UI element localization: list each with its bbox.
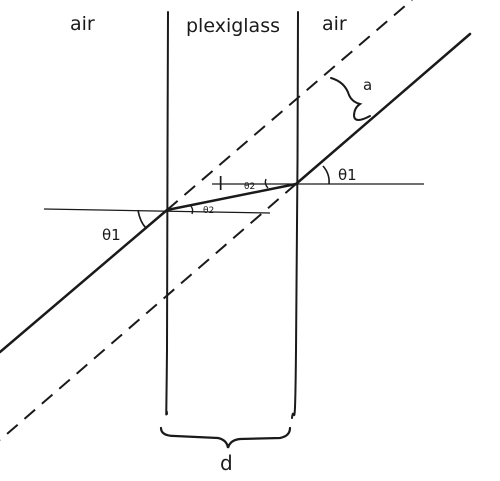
dashed-extension-lower	[0, 184, 296, 440]
label-air-left: air	[70, 13, 95, 35]
label-displacement: a	[363, 76, 373, 94]
label-thickness: d	[220, 451, 233, 475]
label-theta1-left: θ1	[102, 226, 121, 244]
slab-left-boundary	[166, 12, 168, 414]
brace-thickness	[161, 428, 290, 448]
angle-arc-theta1-left	[138, 210, 146, 228]
angle-arc-theta2-bottom	[190, 205, 193, 214]
slab-right-boundary	[292, 12, 298, 418]
incident-ray	[0, 210, 167, 352]
label-plexiglass: plexiglass	[186, 15, 280, 37]
emergent-ray	[296, 34, 470, 184]
label-theta2-bottom: θ2	[203, 206, 215, 216]
label-path-length: l	[218, 173, 224, 195]
label-theta2-top: θ2	[244, 182, 256, 192]
label-theta1-right: θ1	[338, 166, 357, 184]
refracted-ray	[167, 184, 296, 210]
normal-line-left	[44, 209, 270, 213]
angle-arc-theta1-right	[323, 166, 329, 184]
label-air-right: air	[322, 13, 347, 35]
